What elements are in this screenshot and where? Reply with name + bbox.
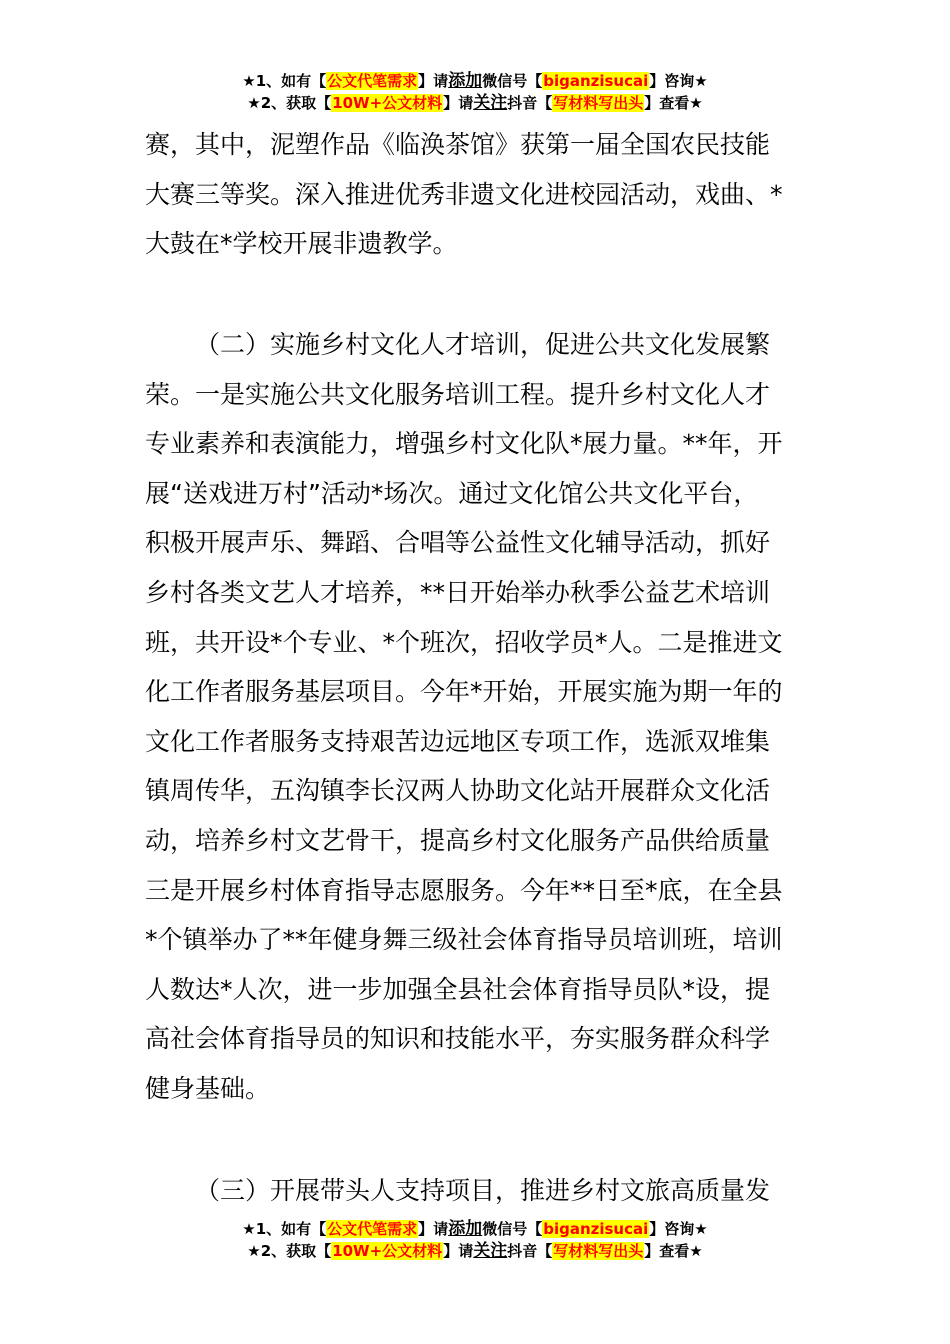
highlight-wechat-id: biganzisucai <box>543 1220 649 1238</box>
banner-line-1 <box>0 1218 950 1240</box>
banner-text: 】请 <box>418 1220 449 1238</box>
banner-text: ★2、获取【 <box>247 1242 332 1260</box>
text-line: 积极开展声乐、舞蹈、合唱等公益性文化辅导活动，抓好 <box>145 528 771 558</box>
text-line: 动，培养乡村文艺骨干，提高乡村文化服务产品供给质量 <box>145 825 771 855</box>
text-line: 三是开展乡村体育指导志愿服务。今年**日至*底，在全县 <box>145 875 783 905</box>
text-line: 高社会体育指导员的知识和技能水平，夯实服务群众科学 <box>145 1024 771 1054</box>
banner-text: ★2、获取【 <box>247 94 332 112</box>
header-banner <box>0 70 950 114</box>
text-line: 大赛三等奖。深入推进优秀非遗文化进校园活动，戏曲、* <box>145 179 783 209</box>
highlight-materials: 10W+公文材料 <box>332 1242 443 1260</box>
banner-text: 】查看★ <box>644 94 703 112</box>
section-heading-line: （二）实施乡村文化人才培训，促进公共文化发展繁 <box>195 330 771 359</box>
text-line: 专业素养和表演能力，增强乡村文化队*展力量。**年，开 <box>145 429 783 459</box>
paragraph-section-3 <box>145 1166 810 1216</box>
text-line: 文化工作者服务支持艰苦边远地区专项工作，选派双堆集 <box>145 726 771 756</box>
text-line: 镇周传华，五沟镇李长汉两人协助文化站开展群众文化活 <box>145 776 771 806</box>
text-line: 乡村各类文艺人才培养，**日开始举办秋季公益艺术培训 <box>145 577 771 607</box>
highlight-douyin: 写材料写出头 <box>553 94 644 112</box>
banner-text: 抖音【 <box>507 94 553 112</box>
text-line: 化工作者服务基层项目。今年*开始，开展实施为期一年的 <box>145 677 783 707</box>
banner-emphasis: 关注 <box>473 93 508 113</box>
text-line: 班，共开设*个专业、*个班次，招收学员*人。二是推进文 <box>145 627 783 657</box>
banner-line-2 <box>0 92 950 114</box>
banner-text: 微信号【 <box>482 1220 543 1238</box>
text-line: 人数达*人次，进一步加强全县社会体育指导员队*设，提 <box>145 974 771 1004</box>
highlight-materials: 10W+公文材料 <box>332 94 443 112</box>
banner-text: 微信号【 <box>482 72 543 90</box>
banner-emphasis: 添加 <box>448 71 483 91</box>
text-line: 赛，其中，泥塑作品《临涣茶馆》获第一届全国农民技能 <box>145 130 771 159</box>
banner-text: 】请 <box>418 72 449 90</box>
text-line: 健身基础。 <box>145 1073 271 1103</box>
text-line: 展“送戏进万村”活动*场次。通过文化馆公共文化平台， <box>145 478 759 508</box>
section-heading-line: （三）开展带头人支持项目，推进乡村文旅高质量发 <box>195 1176 771 1205</box>
banner-text: 】咨询★ <box>649 1220 708 1238</box>
banner-text: ★1、如有【 <box>242 1220 327 1238</box>
banner-text: 抖音【 <box>507 1242 553 1260</box>
banner-emphasis: 添加 <box>448 1219 483 1239</box>
banner-text: 】请 <box>443 1242 474 1260</box>
banner-text: ★1、如有【 <box>242 72 327 90</box>
banner-text: 】请 <box>443 94 474 112</box>
highlight-service: 公文代笔需求 <box>327 72 418 90</box>
text-line: 荣。一是实施公共文化服务培训工程。提升乡村文化人才 <box>145 379 771 409</box>
text-line: 大鼓在*学校开展非遗教学。 <box>145 229 458 259</box>
banner-text: 】查看★ <box>644 1242 703 1260</box>
highlight-wechat-id: biganzisucai <box>543 72 649 90</box>
footer-banner <box>0 1218 950 1262</box>
banner-line-1 <box>0 70 950 92</box>
banner-emphasis: 关注 <box>473 1241 508 1261</box>
banner-line-2 <box>0 1240 950 1262</box>
paragraph-continuation <box>145 120 810 269</box>
text-line: *个镇举办了**年健身舞三级社会体育指导员培训班，培训 <box>145 925 783 955</box>
highlight-douyin: 写材料写出头 <box>553 1242 644 1260</box>
paragraph-section-2 <box>145 320 810 1114</box>
banner-text: 】咨询★ <box>649 72 708 90</box>
highlight-service: 公文代笔需求 <box>327 1220 418 1238</box>
